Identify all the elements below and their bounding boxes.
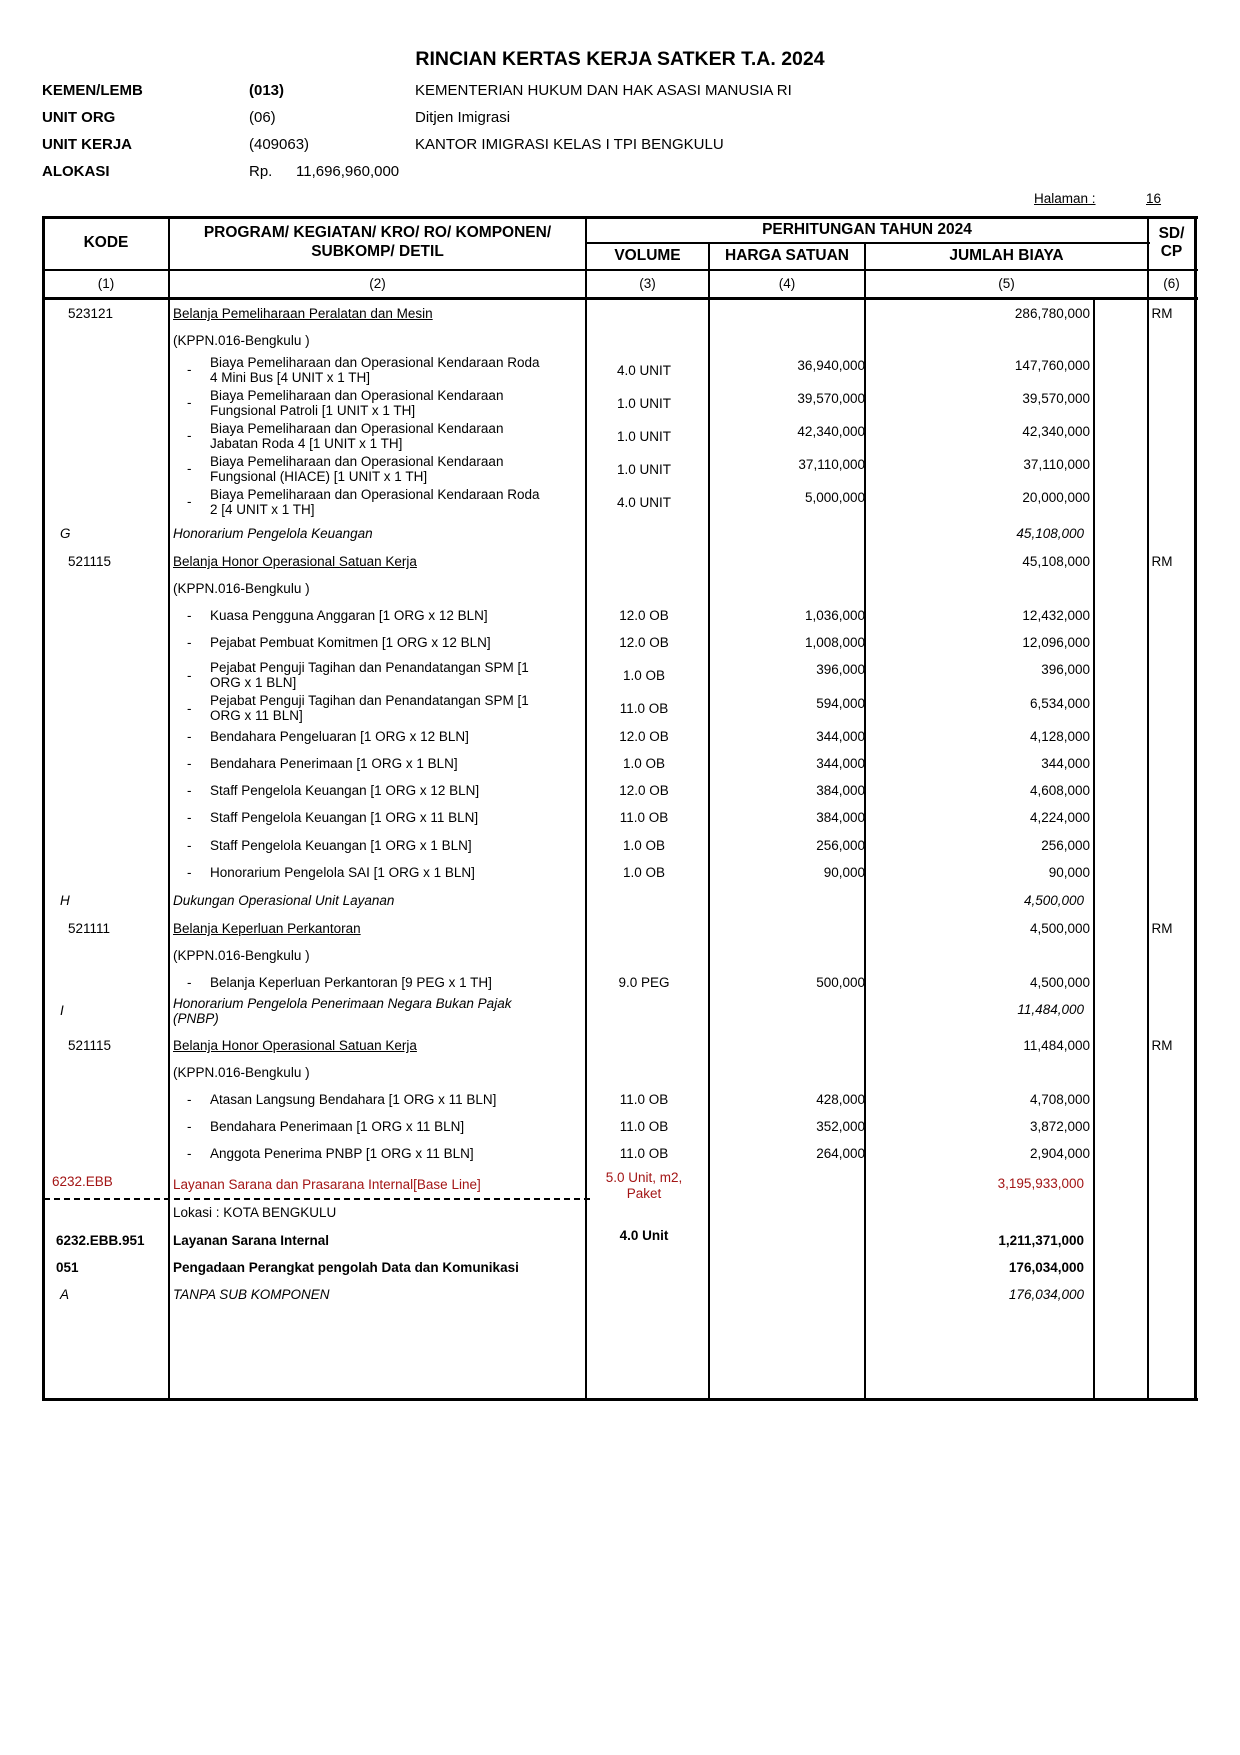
row-jumlah: 20,000,000 (1022, 490, 1090, 505)
row-item-line1: Biaya Pemeliharaan dan Operasional Kendaraan Roda (210, 487, 540, 502)
section-divider (44, 1198, 590, 1200)
alokasi-currency: Rp. (249, 163, 273, 180)
row-dash: - (187, 362, 192, 377)
row-harga: 428,000 (816, 1092, 865, 1107)
row-desc: (KPPN.016-Bengkulu ) (173, 948, 310, 963)
row-item-line2: ORG x 11 BLN] (210, 708, 303, 723)
row-item: Bendahara Penerimaan [1 ORG x 11 BLN] (210, 1119, 465, 1134)
col-number-3: (3) (639, 276, 656, 291)
row-jumlah: 4,608,000 (1029, 783, 1090, 798)
row-volume: 12.0 OB (619, 608, 669, 623)
row-dash: - (187, 668, 192, 683)
row-jumlah: 6,534,000 (1029, 696, 1090, 711)
row-desc: Belanja Honor Operasional Satuan Kerja (173, 1038, 417, 1053)
row-item: Atasan Langsung Bendahara [1 ORG x 11 BLN] (210, 1092, 497, 1107)
row-dash: - (187, 701, 192, 716)
row-volume: 11.0 OB (619, 1146, 669, 1161)
row-item: Honorarium Pengelola SAI [1 ORG x 1 BLN] (210, 865, 475, 880)
row-jumlah: 90,000 (1048, 865, 1090, 880)
col-number-1: (1) (97, 276, 115, 291)
row-dash: - (187, 783, 192, 798)
row-harga: 256,000 (816, 838, 865, 853)
row-item-line1: Biaya Pemeliharaan dan Operasional Kendaraan (210, 388, 504, 403)
row-dash: - (187, 810, 192, 825)
unit-org-label: UNIT ORG (42, 109, 116, 126)
row-harga: 90,000 (823, 865, 865, 880)
unit-kerja-code: (409063) (249, 136, 310, 153)
row-jumlah: 37,110,000 (1023, 457, 1090, 472)
row-harga: 1,036,000 (804, 608, 865, 623)
col-number-2: (2) (369, 276, 386, 291)
page-number: 16 (1146, 191, 1162, 206)
row-volume: 4.0 Unit (619, 1228, 669, 1243)
row-jumlah: 176,034,000 (1008, 1260, 1084, 1275)
row-kode: 521115 (68, 1038, 112, 1053)
row-harga: 1,008,000 (804, 635, 865, 650)
row-harga: 264,000 (816, 1146, 865, 1161)
row-jumlah: 176,034,000 (1008, 1287, 1084, 1302)
row-jumlah: 286,780,000 (1014, 306, 1090, 321)
row-harga: 352,000 (816, 1119, 865, 1134)
header-sd: SD/ (1158, 225, 1185, 242)
row-item-line1: Pejabat Penguji Tagihan dan Penandatangan SPM [1 (210, 660, 529, 675)
row-volume: 1.0 OB (622, 756, 666, 771)
row-volume: 1.0 UNIT (616, 429, 671, 444)
row-item-line1: Biaya Pemeliharaan dan Operasional Kendaraan (210, 421, 504, 436)
row-volume: 11.0 OB (619, 810, 669, 825)
row-jumlah: 12,096,000 (1022, 635, 1090, 650)
row-desc: Honorarium Pengelola Keuangan (173, 526, 373, 541)
row-jumlah: 1,211,371,000 (998, 1233, 1084, 1248)
row-kode: 521115 (68, 554, 112, 569)
row-jumlah: 2,904,000 (1029, 1146, 1090, 1161)
row-kode: A (60, 1287, 70, 1302)
row-kode: 6232.EBB.951 (56, 1233, 145, 1248)
row-kode: 051 (56, 1260, 79, 1275)
row-item: Pejabat Pembuat Komitmen [1 ORG x 12 BLN] (210, 635, 491, 650)
row-lokasi: Lokasi : KOTA BENGKULU (173, 1205, 337, 1220)
row-jumlah: 344,000 (1041, 756, 1090, 771)
row-dash: - (187, 756, 192, 771)
row-desc: Pengadaan Perangkat pengolah Data dan Komunikasi (173, 1260, 519, 1275)
unit-org-value: Ditjen Imigrasi (415, 109, 511, 126)
row-harga: 39,570,000 (797, 391, 865, 406)
row-volume: 4.0 UNIT (616, 495, 671, 510)
row-item: Belanja Keperluan Perkantoran [9 PEG x 1 TH] (210, 975, 492, 990)
row-sd: RM (1151, 306, 1173, 321)
row-jumlah: 11,484,000 (1023, 1038, 1090, 1053)
row-jumlah: 3,872,000 (1029, 1119, 1090, 1134)
row-volume: 9.0 PEG (618, 975, 670, 990)
row-dash: - (187, 395, 192, 410)
row-harga: 5,000,000 (804, 490, 865, 505)
row-desc: (KPPN.016-Bengkulu ) (173, 1065, 310, 1080)
row-jumlah: 3,195,933,000 (997, 1176, 1084, 1191)
row-harga: 594,000 (816, 696, 865, 711)
alokasi-label: ALOKASI (42, 163, 110, 180)
row-harga: 42,340,000 (797, 424, 865, 439)
row-kode: I (60, 1003, 64, 1018)
header-jumlah-biaya: JUMLAH BIAYA (949, 247, 1064, 264)
unit-org-code: (06) (249, 109, 276, 126)
row-harga: 344,000 (816, 756, 865, 771)
row-desc: Layanan Sarana Internal (173, 1233, 330, 1248)
row-item-line2: ORG x 1 BLN] (210, 675, 297, 690)
page-label: Halaman : (1034, 191, 1096, 206)
row-item-line2: 2 [4 UNIT x 1 TH] (210, 502, 315, 517)
row-jumlah: 39,570,000 (1022, 391, 1090, 406)
document-title: RINCIAN KERTAS KERJA SATKER T.A. 2024 (415, 48, 825, 70)
row-volume: 1.0 OB (622, 668, 666, 683)
row-jumlah: 12,432,000 (1022, 608, 1090, 623)
row-item-line2: Fungsional (HIACE) [1 UNIT x 1 TH] (210, 469, 428, 484)
row-volume-line1: 5.0 Unit, m2, (605, 1170, 683, 1185)
row-desc: Belanja Keperluan Perkantoran (173, 921, 361, 936)
header-volume: VOLUME (614, 247, 681, 264)
row-item-line1: Biaya Pemeliharaan dan Operasional Kendaraan Roda (210, 355, 540, 370)
row-item-line1: Pejabat Penguji Tagihan dan Penandatangan SPM [1 (210, 693, 529, 708)
row-jumlah: 4,500,000 (1029, 921, 1090, 936)
row-desc-line2: (PNBP) (173, 1011, 219, 1026)
row-harga: 37,110,000 (798, 457, 865, 472)
row-desc: Layanan Sarana dan Prasarana Internal[Base Line] (173, 1177, 481, 1192)
row-volume: 4.0 UNIT (616, 363, 671, 378)
row-harga: 384,000 (816, 810, 865, 825)
unit-kerja-label: UNIT KERJA (42, 136, 133, 153)
row-desc: (KPPN.016-Bengkulu ) (173, 333, 310, 348)
row-item-line2: Fungsional Patroli [1 UNIT x 1 TH] (210, 403, 416, 418)
row-volume: 1.0 OB (622, 865, 666, 880)
row-item-line2: Jabatan Roda 4 [1 UNIT x 1 TH] (210, 436, 403, 451)
row-volume: 11.0 OB (619, 1092, 669, 1107)
row-dash: - (187, 729, 192, 744)
row-jumlah: 147,760,000 (1014, 358, 1090, 373)
row-item-line1: Biaya Pemeliharaan dan Operasional Kendaraan (210, 454, 504, 469)
row-dash: - (187, 1119, 192, 1134)
row-sd: RM (1151, 921, 1173, 936)
header-program-line1: PROGRAM/ KEGIATAN/ KRO/ RO/ KOMPONEN/ (203, 224, 552, 241)
kemen-lemb-label: KEMEN/LEMB (42, 82, 143, 99)
header-program-line2: SUBKOMP/ DETIL (311, 243, 444, 260)
row-harga: 500,000 (816, 975, 865, 990)
row-sd: RM (1151, 1038, 1173, 1053)
col-number-5: (5) (998, 276, 1015, 291)
row-kode: 521111 (68, 921, 111, 936)
row-item-line2: 4 Mini Bus [4 UNIT x 1 TH] (210, 370, 371, 385)
row-jumlah: 45,108,000 (1016, 526, 1084, 541)
row-item: Kuasa Pengguna Anggaran [1 ORG x 12 BLN] (210, 608, 488, 623)
row-item: Staff Pengelola Keuangan [1 ORG x 11 BLN] (210, 810, 479, 825)
row-dash: - (187, 1146, 192, 1161)
row-desc-line1: Honorarium Pengelola Penerimaan Negara Bukan Pajak (173, 996, 512, 1011)
row-jumlah: 4,224,000 (1029, 810, 1090, 825)
row-kode: 523121 (68, 306, 114, 321)
row-desc: TANPA SUB KOMPONEN (173, 1287, 330, 1302)
header-cp: CP (1160, 243, 1183, 260)
row-jumlah: 45,108,000 (1022, 554, 1090, 569)
row-harga: 344,000 (816, 729, 865, 744)
col-number-4: (4) (778, 276, 796, 291)
row-dash: - (187, 865, 192, 880)
row-dash: - (187, 1092, 192, 1107)
row-jumlah: 11,484,000 (1017, 1002, 1084, 1017)
header-harga-satuan: HARGA SATUAN (725, 247, 849, 264)
row-volume: 1.0 UNIT (616, 462, 671, 477)
row-dash: - (187, 428, 192, 443)
row-kode: H (60, 893, 70, 908)
row-volume: 12.0 OB (619, 729, 669, 744)
row-dash: - (187, 975, 192, 990)
kemen-lemb-code: (013) (249, 82, 285, 99)
row-desc: Belanja Honor Operasional Satuan Kerja (173, 554, 417, 569)
row-desc: Dukungan Operasional Unit Layanan (173, 893, 395, 908)
row-volume: 11.0 OB (619, 701, 669, 716)
row-dash: - (187, 494, 192, 509)
row-volume-line2: Paket (626, 1186, 662, 1201)
row-jumlah: 4,500,000 (1023, 893, 1084, 908)
alokasi-value: 11,696,960,000 (296, 163, 400, 180)
row-harga: 36,940,000 (797, 358, 865, 373)
row-desc: Belanja Pemeliharaan Peralatan dan Mesin (173, 306, 433, 321)
row-kode: 6232.EBB (52, 1174, 113, 1189)
header-perhitungan: PERHITUNGAN TAHUN 2024 (762, 221, 972, 238)
row-volume: 1.0 OB (622, 838, 666, 853)
row-volume: 11.0 OB (619, 1119, 669, 1134)
row-volume: 12.0 OB (619, 635, 669, 650)
row-jumlah: 4,708,000 (1029, 1092, 1090, 1107)
row-kode: G (60, 526, 71, 541)
row-sd: RM (1151, 554, 1173, 569)
row-dash: - (187, 461, 192, 476)
kemen-lemb-value: KEMENTERIAN HUKUM DAN HAK ASASI MANUSIA RI (415, 82, 792, 99)
row-item: Anggota Penerima PNBP [1 ORG x 11 BLN] (210, 1146, 474, 1161)
row-jumlah: 4,500,000 (1029, 975, 1090, 990)
row-jumlah: 42,340,000 (1022, 424, 1090, 439)
row-item: Bendahara Penerimaan [1 ORG x 1 BLN] (210, 756, 458, 771)
header-kode: KODE (83, 234, 129, 251)
row-jumlah: 256,000 (1041, 838, 1090, 853)
row-item: Bendahara Pengeluaran [1 ORG x 12 BLN] (210, 729, 469, 744)
row-item: Staff Pengelola Keuangan [1 ORG x 1 BLN] (210, 838, 472, 853)
row-jumlah: 396,000 (1041, 662, 1090, 677)
row-dash: - (187, 608, 192, 623)
row-harga: 396,000 (816, 662, 865, 677)
row-volume: 12.0 OB (619, 783, 669, 798)
row-jumlah: 4,128,000 (1029, 729, 1090, 744)
row-item: Staff Pengelola Keuangan [1 ORG x 12 BLN] (210, 783, 480, 798)
row-desc: (KPPN.016-Bengkulu ) (173, 581, 310, 596)
col-number-6: (6) (1163, 276, 1180, 291)
row-volume: 1.0 UNIT (616, 396, 671, 411)
unit-kerja-value: KANTOR IMIGRASI KELAS I TPI BENGKULU (415, 136, 724, 153)
row-harga: 384,000 (816, 783, 865, 798)
row-dash: - (187, 838, 192, 853)
row-dash: - (187, 635, 192, 650)
